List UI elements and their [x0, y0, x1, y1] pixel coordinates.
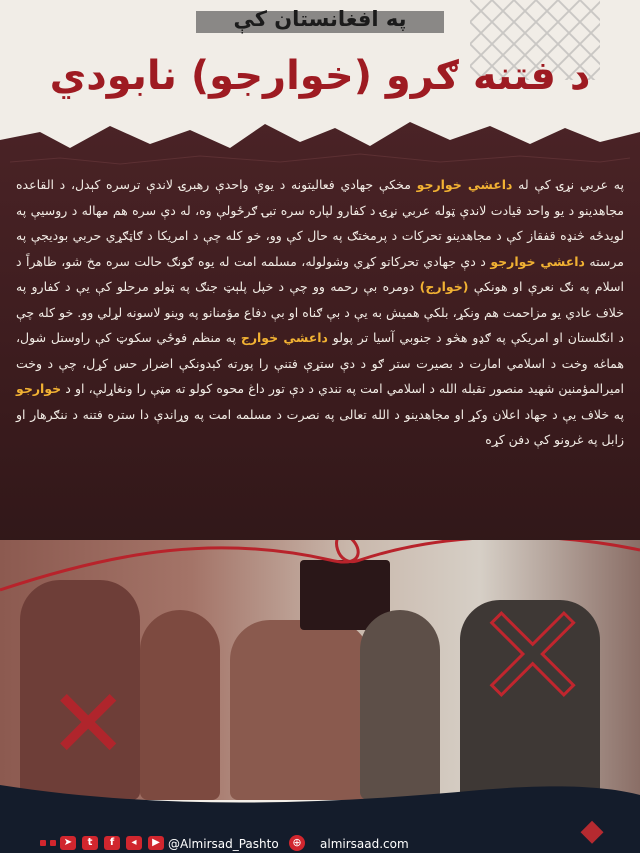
article-text: په خلاف یې د جهاد اعلان وکړ او مجاهدینو د الله تعالی په نصرت د مسلمه امت په وړاندې دا ستره فتنه د ننګرهار او زابل په غرونو کې دفن کړه — [16, 406, 624, 447]
twitter-icon[interactable]: t — [82, 836, 98, 850]
article-text: په عربي نړۍ کې له — [512, 177, 624, 192]
highlighted-term: داعشي خوارجو — [416, 177, 513, 192]
footer-accent-left — [40, 840, 46, 846]
article-text: په منظم فوځي سکوټ کې راوستل شول، هماغه وخت د اسلامي امارت د بصیرت ستر ګو د دې ستړې فتنې را پورته کېدونکې اضرار حس کړل، چې د وخت امیرالمؤمنین شهید منصور تقبله الله د اسلامي امت په تندي د دې تور داغ محوه کولو ته مټې را ونغاړلې، او د — [16, 330, 624, 396]
almirsaad-logo: ◆ — [580, 813, 604, 848]
telegram-icon[interactable]: ➤ — [60, 836, 76, 850]
social-handle[interactable]: @Almirsad_Pashto — [168, 837, 279, 851]
article-text: د دې جهادي تحرکاتو کړي وشولوله، مسلمه امت له یوه ګونګ حالت سره مخ شو، ظاهراً د اسلام په نګ نعرې او هونکې — [16, 253, 624, 294]
social-links — [60, 834, 164, 852]
highlighted-term: داعشي خوارجو — [490, 253, 585, 269]
globe-icon: ⊕ — [289, 835, 305, 851]
red-x-mark-left: ✕ — [48, 668, 129, 780]
highlighted-term: خوارجو — [16, 381, 62, 396]
article-body — [16, 172, 624, 453]
send-icon[interactable]: ◂ — [126, 836, 142, 850]
highlighted-term: داعشي خوارج — [240, 330, 328, 345]
facebook-icon[interactable]: f — [104, 836, 120, 850]
subtitle: په افغانستان کې — [233, 7, 407, 31]
red-ribbon — [0, 540, 640, 800]
article-text: مخکې جهادي فعالیتونه د یوې واحدې رهبرۍ لاندې ترسره کېدل، د القاعده مجاهدینو د یو واحد قیادت لاندې ټوله عربي نړۍ د کفارو لپاره سره تبۍ ګرځولې وه، له دې سره هم مهاله د روسیې په لویدځه څنډه قفقاز کې د مجاهدینو تحرکات د پرمختګ په حال کې وو، خو کله چې د امریکا د ګاټګړي حربي بودیجې په مرسته — [16, 177, 624, 269]
page-title: د فتنه ګرو (خوارجو) نابودي — [49, 53, 591, 99]
red-x-outline-right: ✕ — [474, 576, 592, 739]
website-link[interactable]: almirsaad.com — [320, 837, 409, 851]
article-text: دومره بې رحمه وو چې د خپل پلېټ جنګ په ټولو مرحلو کې یې د کفارو په خلاف عادي یو مزاحمت هم ونکړ، بلکې همیش به یې د بې ګناه او بې دفاع مؤمنانو په وینو لاسونه لړلي وو. خو کله چې د انګلستان او امریکې په ګډو هڅو د جنوبي آسیا تر پولو — [16, 279, 624, 345]
youtube-icon[interactable]: ▶ — [148, 836, 164, 850]
militants-photo — [0, 540, 640, 800]
highlighted-term: (خوارج) — [419, 279, 469, 294]
footer-accent-left-2 — [50, 840, 56, 846]
